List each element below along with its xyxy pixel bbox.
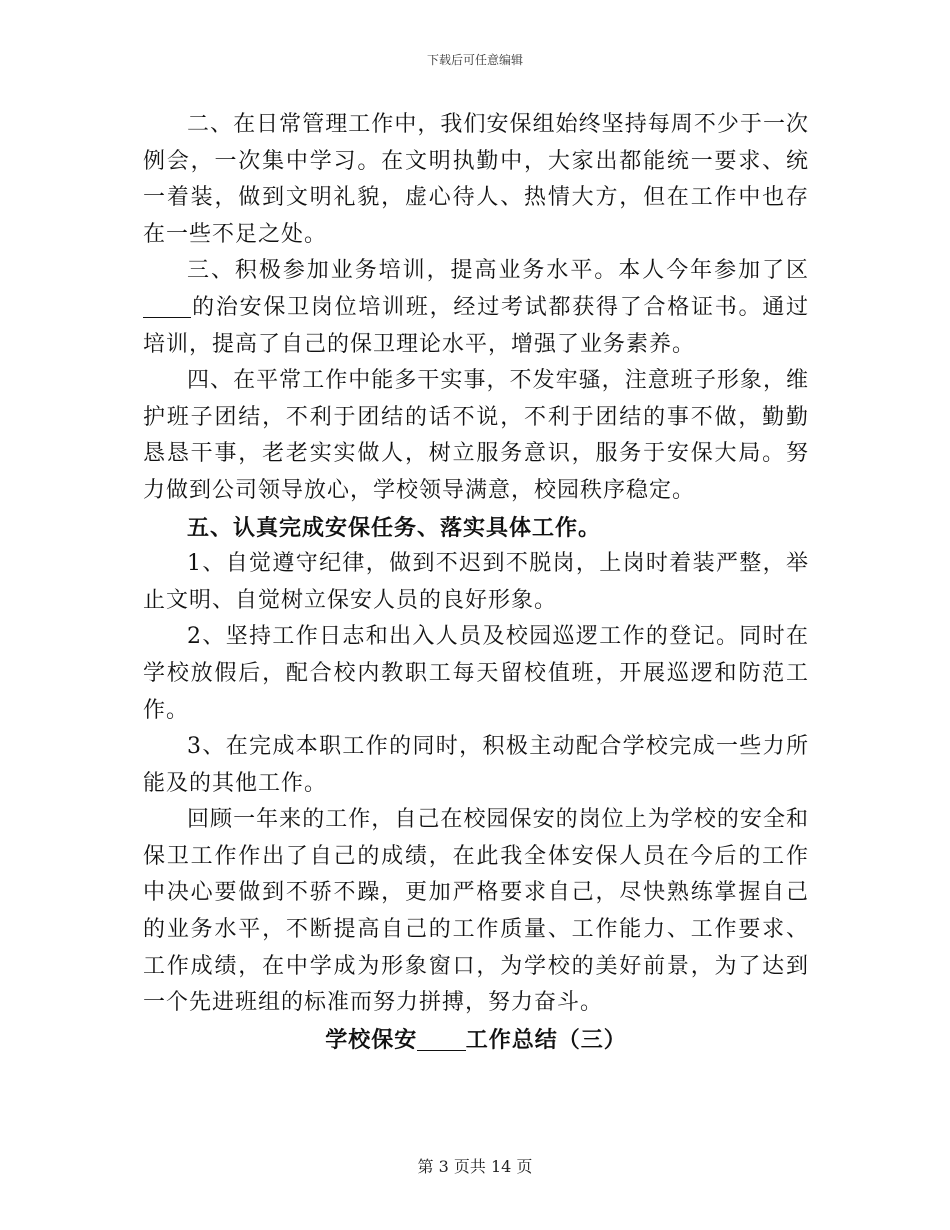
paragraph-review-summary: 回顾一年来的工作，自己在校园保安的岗位上为学校的安全和保卫工作作出了自己的成绩，在此我全体安保人员在今后的工作中决心要做到不骄不躁，更加严格要求自己，尽快熟练掌握自己的业务水平，不断提高自己的工作质量、工作能力、工作要求、工作成绩，在中学成为形象窗口，为学校的美好前景，为了达到一个先进班组的标准而努力拼搏，努力奋斗。 xyxy=(143,807,809,1016)
list-item-1-discipline: 1、自觉遵守纪律，做到不迟到不脱岗，上岗时着装严整，举止文明、自觉树立保安人员的良好形象。 xyxy=(143,551,809,613)
paragraph-2-daily-management: 二、在日常管理工作中，我们安保组始终坚持每周不少于一次例会，一次集中学习。在文明执勤中，大家出都能统一要求、统一着装，做到文明礼貌，虚心待人、热情大方，但在工作中也存在一些不足之处。 xyxy=(143,112,809,247)
list-item-3-other-work: 3、在完成本职工作的同时，积极主动配合学校完成一些力所能及的其他工作。 xyxy=(143,734,809,796)
paragraph-3-text-start: 三、积极参加业务培训，提高业务水平。本人今年参加了区 xyxy=(187,258,809,284)
document-body xyxy=(143,107,809,1058)
paragraph-4-practical-work: 四、在平常工作中能多干实事，不发牢骚，注意班子形象，维护班子团结，不利于团结的话不说，不利于团结的事不做，勤勤恳恳干事，老老实实做人，树立服务意识，服务于安保大局。努力做到公司领导放心，学校领导满意，校园秩序稳定。 xyxy=(143,368,809,503)
page-number-footer: 第 3 页共 14 页 xyxy=(417,1157,533,1176)
section-title-end: 工作总结（三） xyxy=(465,1026,627,1053)
section-title xyxy=(143,1022,809,1059)
paragraph-3-text-end: 的治安保卫岗位培训班，经过考试都获得了合格证书。通过培训，提高了自己的保卫理论水平，增强了业务素养。 xyxy=(143,294,809,357)
paragraph-3-training xyxy=(143,253,809,363)
section-heading-5: 五、认真完成安保任务、落实具体工作。 xyxy=(187,514,602,541)
page-header: 下载后可任意编辑 xyxy=(426,53,523,67)
title-fill-in-blank xyxy=(417,1028,465,1051)
list-item-2-work-log: 2、坚持工作日志和出入人员及校园巡逻工作的登记。同时在学校放假后，配合校内教职工每天留校值班，开展巡逻和防范工作。 xyxy=(143,624,809,723)
fill-in-blank xyxy=(143,295,191,318)
section-title-start: 学校保安 xyxy=(325,1026,418,1053)
